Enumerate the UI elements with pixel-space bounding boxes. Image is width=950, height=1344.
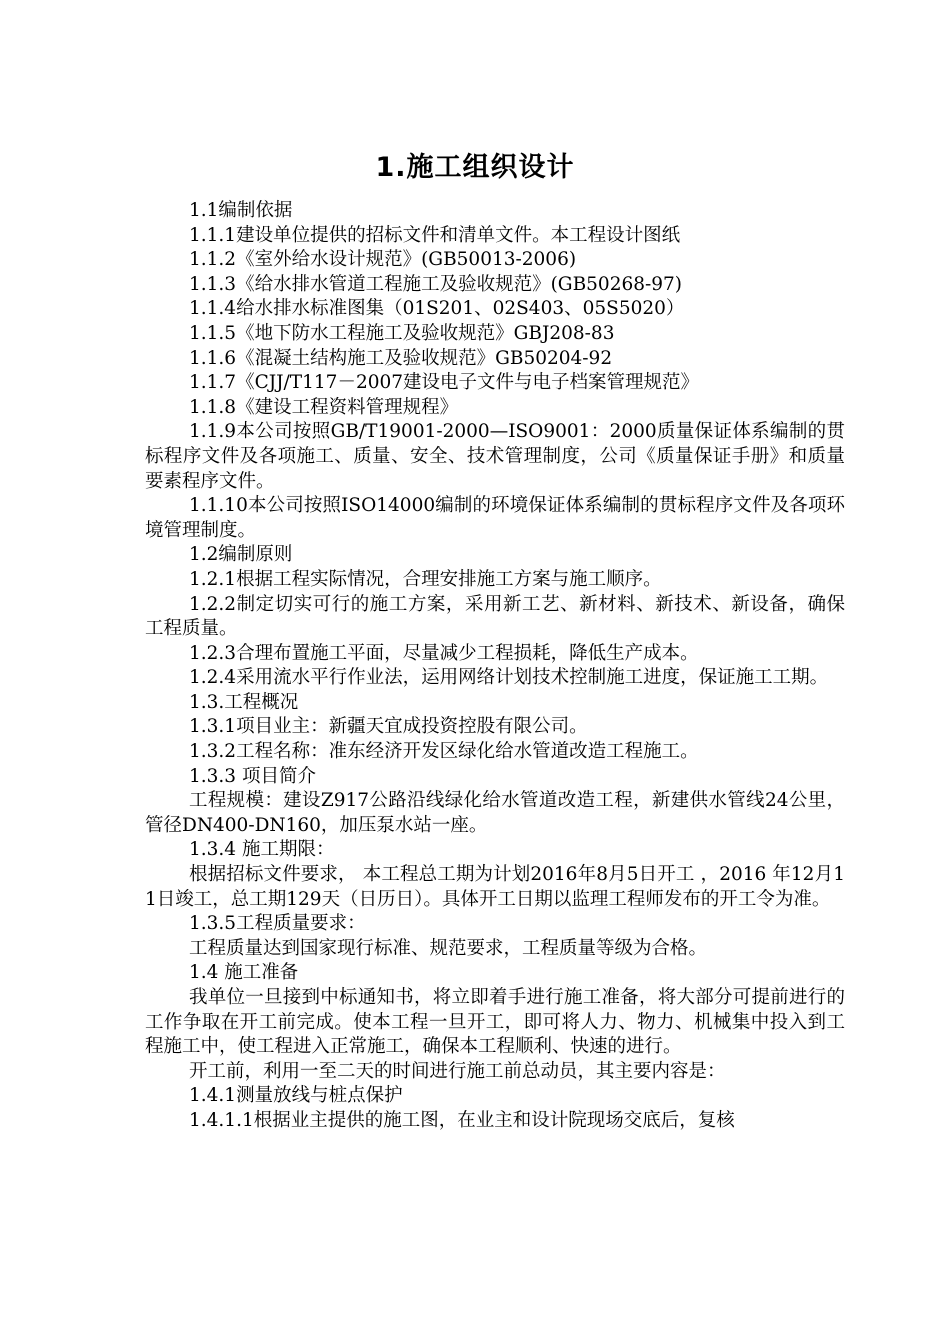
paragraph: 工程规模：建设Z917公路沿线绿化给水管道改造工程，新建供水管线24公里，管径DN400-DN160，加压泵水站一座。 bbox=[145, 790, 845, 836]
paragraph: 1.4 施工准备 bbox=[189, 962, 299, 984]
paragraph: 1.1.5《地下防水工程施工及验收规范》GBJ208-83 bbox=[189, 322, 615, 344]
paragraph: 1.3.3 项目简介 bbox=[189, 765, 316, 787]
paragraph: 1.3.5工程质量要求： bbox=[189, 913, 366, 935]
paragraph: 1.2.4采用流水平行作业法，运用网络计划技术控制施工进度，保证施工工期。 bbox=[189, 667, 829, 689]
paragraph: 1.1.2《室外给水设计规范》(GB50013-2006) bbox=[189, 249, 577, 271]
page-title: 1.施工组织设计 bbox=[375, 152, 575, 183]
paragraph: 工程质量达到国家现行标准、规范要求，工程质量等级为合格。 bbox=[189, 937, 708, 959]
paragraph: 1.1.9本公司按照GB/T19001-2000—ISO9001：2000质量保证体系编制的贯标程序文件及各项施工、质量、安全、技术管理制度，公司《质量保证手册》和质量要素程序文件。 bbox=[145, 421, 845, 492]
paragraph: 我单位一旦接到中标通知书，将立即着手进行施工准备，将大部分可提前进行的工作争取在开工前完成。使本工程一旦开工，即可将人力、物力、机械集中投入到工程施工中，使工程进入正常施工，确保本工程顺利、快速的进行。 bbox=[145, 987, 845, 1058]
paragraph: 1.1.7《CJJ/T117－2007建设电子文件与电子档案管理规范》 bbox=[189, 372, 700, 394]
paragraph: 1.3.工程概况 bbox=[189, 691, 299, 713]
paragraph: 1.1.4给水排水标准图集（01S201、02S403、05S5020） bbox=[189, 298, 685, 320]
paragraph: 1.2.1根据工程实际情况，合理安排施工方案与施工顺序。 bbox=[189, 568, 662, 590]
paragraph: 1.1编制依据 bbox=[189, 200, 293, 221]
paragraph: 1.1.6《混凝土结构施工及验收规范》GB50204-92 bbox=[189, 347, 613, 369]
paragraph: 1.3.1项目业主：新疆天宜成投资控股有限公司。 bbox=[189, 716, 588, 738]
paragraph: 1.1.10本公司按照ISO14000编制的环境保证体系编制的贯标程序文件及各项环境管理制度。 bbox=[145, 495, 845, 541]
paragraph: 1.4.1测量放线与桩点保护 bbox=[189, 1085, 403, 1107]
paragraph: 1.3.4 施工期限： bbox=[189, 839, 335, 861]
paragraph: 开工前，利用一至二天的时间进行施工前总动员，其主要内容是： bbox=[189, 1060, 726, 1082]
paragraph: 1.4.1.1根据业主提供的施工图，在业主和设计院现场交底后，复核 bbox=[189, 1109, 735, 1131]
paragraph: 1.2.3合理布置施工平面，尽量减少工程损耗，降低生产成本。 bbox=[189, 642, 699, 664]
paragraph: 根据招标文件要求， 本工程总工期为计划2016年8月5日开工 ，2016 年12月11日竣工，总工期129天（日历日）。具体开工日期以监理工程师发布的开工令为准。 bbox=[145, 864, 845, 910]
paragraph: 1.1.1建设单位提供的招标文件和清单文件。本工程设计图纸 bbox=[189, 224, 681, 246]
paragraph: 1.3.2工程名称：准东经济开发区绿化给水管道改造工程施工。 bbox=[189, 741, 699, 763]
paragraph: 1.1.3《给水排水管道工程施工及验收规范》(GB50268-97) bbox=[189, 273, 683, 295]
paragraph: 1.1.8《建设工程资料管理规程》 bbox=[189, 396, 459, 418]
paragraph: 1.2.2制定切实可行的施工方案，采用新工艺、新材料、新技术、新设备，确保工程质量。 bbox=[145, 593, 845, 640]
document-body bbox=[145, 199, 845, 1134]
paragraph: 1.2编制原则 bbox=[189, 544, 293, 566]
